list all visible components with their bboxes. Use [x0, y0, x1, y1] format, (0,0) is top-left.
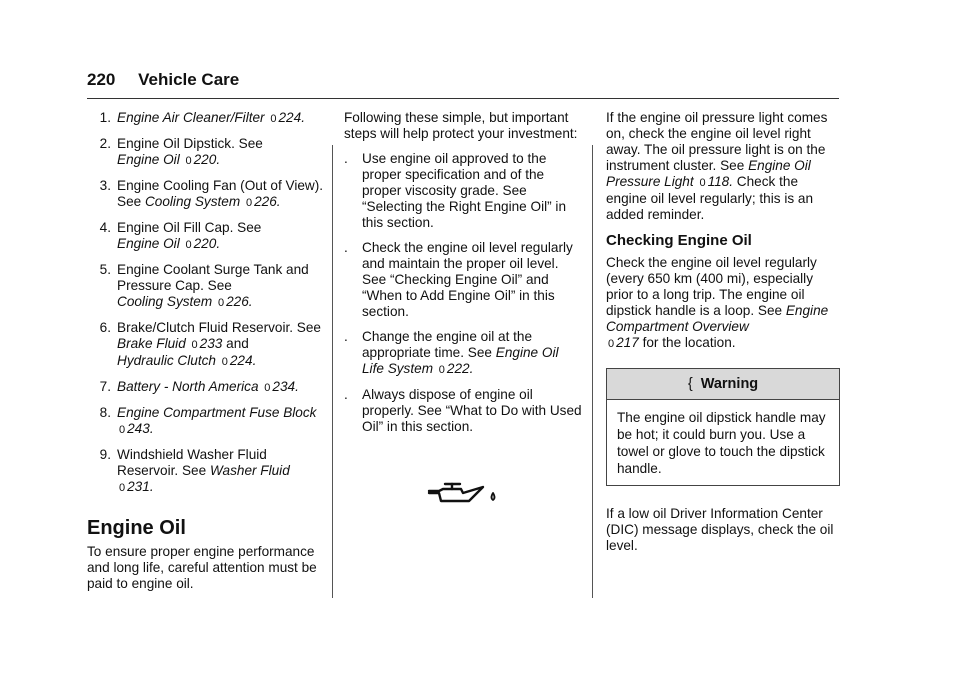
bullet-marker: . [344, 151, 348, 166]
warning-header [607, 369, 839, 400]
paragraph: Following these simple, but important steps will help protect your investment: [344, 110, 578, 141]
cross-reference[interactable]: Engine Oil 0 220. [117, 152, 221, 167]
list-item: 9. Windshield Washer Fluid Reservoir. See Washer Fluid 0 231. [99, 447, 290, 494]
page-ref-icon: 0 [119, 424, 126, 436]
cross-reference[interactable]: Engine Air Cleaner/Filter 0 224. [117, 110, 305, 125]
page-ref-icon: 0 [699, 177, 706, 189]
page-ref-icon: 0 [221, 356, 228, 368]
bullet-marker: . [344, 329, 348, 344]
subsection-title: Checking Engine Oil [606, 232, 752, 249]
cross-reference[interactable]: Engine Oil Pressure Light 0 118. [606, 158, 811, 189]
warning-symbol-icon: { [687, 376, 693, 392]
paragraph: If the engine oil pressure light comes on, check the engine oil level right away. The oil pressure light is on the instrument cluster. See Engine Oil Pressure Light 0 118. Check the engine oil level regularly; this is an added reminder. [606, 110, 828, 222]
page-ref-icon: 0 [191, 339, 198, 351]
page-ref-icon: 0 [185, 239, 192, 251]
list-item: . Always dispose of engine oil properly. See “What to Do with Used Oil” in this section. [344, 387, 582, 434]
page-ref-icon: 0 [185, 155, 192, 167]
cross-reference[interactable]: Hydraulic Clutch 0 224. [117, 353, 257, 368]
list-item: 8. Engine Compartment Fuse Block 0 243. [99, 405, 317, 436]
cross-reference[interactable]: Engine Compartment Overview 0 217 [606, 303, 829, 350]
header-rule [87, 98, 839, 99]
warning-box [606, 368, 840, 486]
page-ref-icon: 0 [217, 297, 225, 309]
cross-reference[interactable]: Cooling System 0 226. [117, 294, 253, 309]
page-ref-icon: 0 [270, 113, 277, 125]
page-title: Vehicle Care [138, 70, 240, 89]
list-item: 2. Engine Oil Dipstick. See Engine Oil 0 220. [99, 136, 263, 167]
list-item: 4. Engine Oil Fill Cap. See Engine Oil 0 220. [99, 220, 262, 251]
page-header [87, 70, 239, 90]
page-number: 220 [87, 70, 116, 89]
list-item: 6. Brake/Clutch Fluid Reservoir. See Brake Fluid 0 233 and Hydraulic Clutch 0 224. [99, 320, 321, 368]
section-intro: To ensure proper engine performance and long life, careful attention must be paid to engine oil. [87, 544, 317, 591]
warning-title: Warning [700, 376, 759, 392]
list-item: 1. Engine Air Cleaner/Filter 0 224. [99, 110, 305, 125]
list-item: 3. Engine Cooling Fan (Out of View). See Cooling System 0 226. [99, 178, 324, 209]
paragraph: If a low oil Driver Information Center (DIC) message displays, check the oil level. [606, 506, 834, 553]
warning-body: The engine oil dipstick handle may be hot; it could burn you. Use a towel or glove to touch the dipstick handle. [617, 410, 826, 476]
column-3 [606, 110, 840, 563]
section-title: Engine Oil [87, 517, 186, 539]
cross-reference[interactable]: Battery - North America 0 234. [117, 379, 299, 394]
cross-reference[interactable]: Washer Fluid 0 231. [119, 463, 290, 494]
bullet-marker: . [344, 387, 348, 402]
cross-reference[interactable]: Engine Oil Life System 0 222. [362, 345, 559, 376]
page-ref-icon: 0 [245, 197, 253, 209]
page-ref-icon: 0 [438, 364, 445, 376]
bullet-marker: . [344, 240, 348, 255]
page-ref-icon: 0 [608, 338, 615, 350]
list-item: . Check the engine oil level regularly and maintain the proper oil level. See “Checking Engine Oil” and “When to Add Engine Oil” in this section. [344, 240, 573, 319]
column-1 [87, 110, 327, 601]
cross-reference[interactable]: Engine Oil 0 220. [117, 236, 221, 251]
column-divider [592, 145, 593, 598]
list-item: . Change the engine oil at the appropriate time. See Engine Oil Life System 0 222. [344, 329, 559, 376]
list-item: 5. Engine Coolant Surge Tank and Pressure Cap. See Cooling System 0 226. [99, 262, 309, 309]
oil-can-icon [427, 477, 499, 507]
page-ref-icon: 0 [264, 382, 271, 394]
cross-reference[interactable]: Cooling System 0 226. [144, 194, 281, 209]
column-2 [344, 110, 582, 507]
list-item: 7. Battery - North America 0 234. [99, 379, 299, 394]
paragraph: Check the engine oil level regularly (every 650 km (400 mi), especially prior to a long trip. The engine oil dipstick handle is a loop. See Engine Compartment Overview 0 217 for the location. [606, 255, 829, 350]
page-ref-icon: 0 [119, 482, 126, 494]
column-divider [332, 145, 333, 598]
cross-reference[interactable]: Engine Compartment Fuse Block 0 243. [117, 405, 317, 436]
cross-reference[interactable]: Brake Fluid 0 233 [117, 336, 223, 351]
list-item: . Use engine oil approved to the proper specification and of the proper viscosity grade. See “Selecting the Right Engine Oil” in this section. [344, 151, 567, 230]
